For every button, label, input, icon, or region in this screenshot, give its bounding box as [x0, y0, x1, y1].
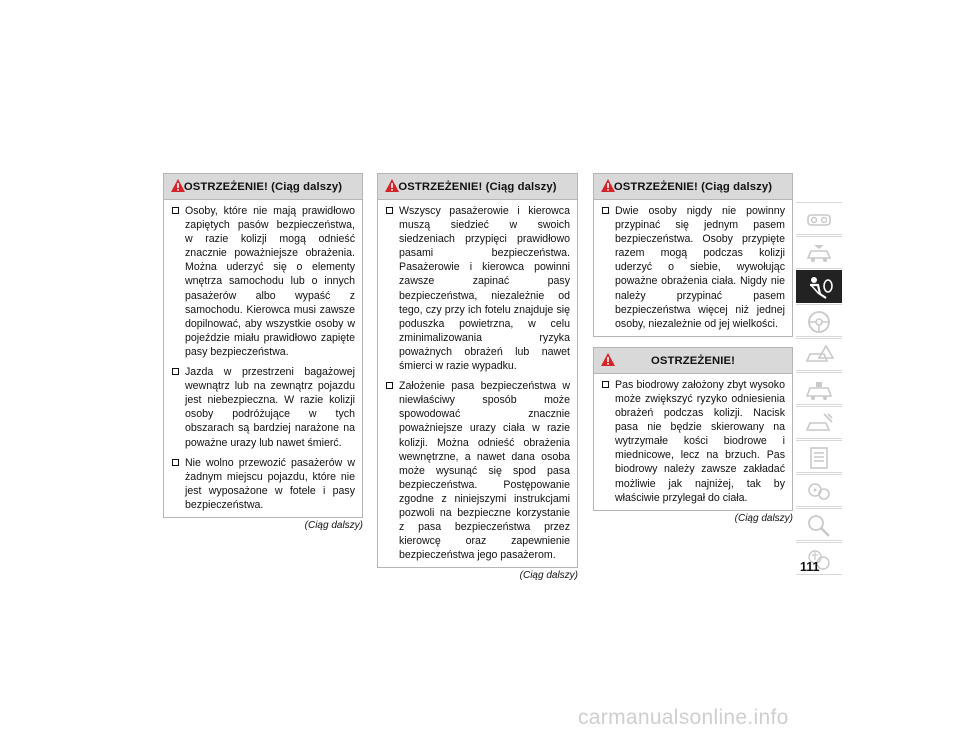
column-2	[377, 173, 578, 581]
car-info-icon	[802, 240, 836, 267]
specifications-icon	[802, 444, 836, 471]
seatbelt-airbag-icon	[802, 274, 836, 301]
continued-label: (Ciąg dalszy)	[734, 512, 793, 524]
list-item: Założenie pasa bezpieczeństwa w niewłaściwy sposób może spowodować znacznie poważniejsze urazy ciała w razie kolizji. Można odnieść obrażenia wewnętrzne, a nawet dana osoba może wysunąć się spod pasa bezpieczeństwa. Postępowanie zgodne z niniejszymi instrukcjami pozwoli na bezpieczne korzystanie z pasa bezpieczeństwa przez kierowcę oraz zapewnienie bezpieczeństwa jego pasażerom.	[385, 379, 570, 562]
warning-box-header	[378, 174, 577, 200]
warning-box	[593, 347, 793, 511]
square-bullet-icon	[172, 368, 179, 375]
column-1	[163, 173, 363, 531]
emergency-car-icon	[802, 376, 836, 403]
tab-car-info[interactable]	[796, 236, 842, 269]
square-bullet-icon	[386, 382, 393, 389]
warning-box-header	[594, 348, 792, 374]
service-car-icon	[802, 410, 836, 437]
tab-seatbelt-airbag[interactable]	[796, 270, 842, 303]
index-search-icon	[802, 512, 836, 539]
square-bullet-icon	[172, 207, 179, 214]
continued-label: (Ciąg dalszy)	[519, 570, 578, 582]
tab-index-search[interactable]	[796, 508, 842, 541]
list-item: Jazda w przestrzeni bagażowej wewnątrz lub na zewnątrz pojazdu jest niebezpieczna. W razie kolizji osoby podróżujące w tych obszarach są bardziej narażone na poważne urazy lub nawet śmierć.	[171, 365, 355, 450]
tab-car-dashboard[interactable]	[796, 202, 842, 235]
warning-box	[593, 173, 793, 337]
list-item: Dwie osoby nigdy nie powinny przypinać się jednym pasem bezpieczeństwa. Osoby przypięte razem mogą podczas kolizji uderzyć o siebie, wywołując poważne obrażenia ciała. Nigdy nie należy przypinać pasem bezpieczeństwa więcej niż jednej osoby, niezależnie od jej wielkości.	[601, 204, 785, 331]
square-bullet-icon	[602, 381, 609, 388]
tab-steering-wheel[interactable]	[796, 304, 842, 337]
square-bullet-icon	[602, 207, 609, 214]
list-item: Osoby, które nie mają prawidłowo zapiętych pasów bezpieczeństwa, w razie kolizji mogą odnieść znacznie poważniejsze obrażenia. Można uderzyć się o elementy wnętrza samochodu lub o innych pasażerów albo wypaść z samochodu. Kierowca musi zawsze dopilnować, aby wszystkie osoby w pojeździe miału prawidłowo zapięte pasy bezpieczeństwa.	[171, 204, 355, 359]
square-bullet-icon	[172, 459, 179, 466]
warning-box-header	[594, 174, 792, 200]
watermark: carmanualsonline.info	[578, 706, 789, 729]
warning-car-icon	[802, 342, 836, 369]
warning-box	[163, 173, 363, 518]
steering-wheel-icon	[802, 308, 836, 335]
warning-box-title: OSTRZEŻENIE!	[650, 354, 736, 367]
warning-box-title: OSTRZEŻENIE! (Ciąg dalszy)	[183, 181, 343, 193]
warning-box-title: OSTRZEŻENIE! (Ciąg dalszy)	[398, 181, 557, 193]
page-number: 111	[800, 560, 820, 574]
car-dashboard-icon	[802, 206, 836, 233]
list-item: Wszyscy pasażerowie i kierowca muszą siedzieć w swoich siedzeniach przypięci prawidłowo pasami bezpieczeństwa. Pasażerowie i kierowca powinni zawsze zapinać pasy bezpieczeństwa, niezależnie od tego, czy przy ich fotelu znajduje się poduszka powietrzna, w celu zminimalizowania ryzyka poważnych obrażeń lub nawet śmierci w razie wypadku.	[385, 204, 570, 373]
tab-multimedia[interactable]	[796, 474, 842, 507]
warning-box-header	[164, 174, 362, 200]
continued-label: (Ciąg dalszy)	[304, 519, 363, 531]
tab-warning-car[interactable]	[796, 338, 842, 371]
chapter-tabs	[796, 202, 842, 576]
list-item: Pas biodrowy założony zbyt wysoko może zwiększyć ryzyko odniesienia obrażeń podczas kolizji. Nacisk pasa nie będzie skierowany na wytrzymałe kości biodrowe i miednicowe, lecz na brzuch. Pas biodrowy należy zawsze zakładać możliwie jak najniżej, tak by właściwie przylegał do ciała.	[601, 378, 785, 505]
multimedia-icon	[802, 478, 836, 505]
square-bullet-icon	[386, 207, 393, 214]
tab-specifications[interactable]	[796, 440, 842, 473]
tab-emergency-car[interactable]	[796, 372, 842, 405]
list-item: Nie wolno przewozić pasażerów w żadnym miejscu pojazdu, które nie jest wyposażone w fotele i pasy bezpieczeństwa.	[171, 456, 355, 512]
tab-service-car[interactable]	[796, 406, 842, 439]
warning-box	[377, 173, 578, 568]
column-3	[593, 173, 793, 524]
warning-box-title: OSTRZEŻENIE! (Ciąg dalszy)	[613, 181, 773, 193]
